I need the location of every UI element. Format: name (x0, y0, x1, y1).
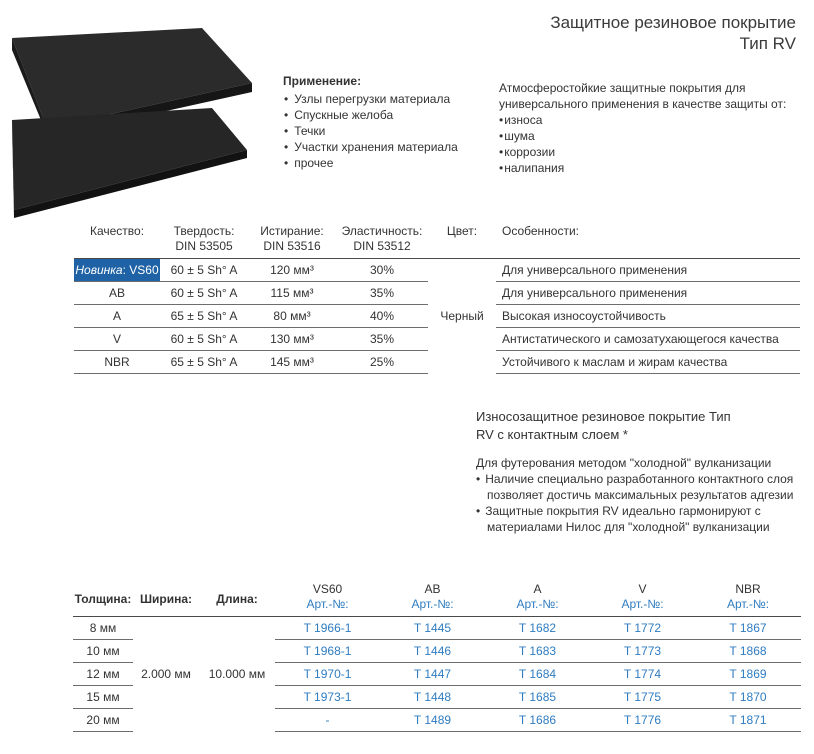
elasticity-header: Эластичность: DIN 53512 (336, 224, 428, 259)
abrasion-cell: 115 мм³ (248, 282, 336, 305)
thickness-cell: 15 мм (73, 686, 133, 709)
quality-cell: V (74, 328, 160, 351)
article-code: T 1871 (695, 709, 801, 732)
article-code: T 1776 (590, 709, 695, 732)
contact-description (476, 455, 806, 535)
hardness-cell: 65 ± 5 Sh° A (160, 305, 248, 328)
features-header: Особенности: (496, 224, 800, 259)
article-code: T 1682 (485, 617, 590, 640)
quality-header: Качество: (74, 224, 160, 259)
article-code: T 1446 (380, 640, 485, 663)
application-item: • Течки (284, 123, 458, 139)
article-code: T 1445 (380, 617, 485, 640)
application-item: • прочее (284, 155, 458, 171)
title-line-2: Тип RV (739, 34, 796, 53)
article-code: T 1773 (590, 640, 695, 663)
quality-header-row (74, 224, 800, 259)
article-code: T 1870 (695, 686, 801, 709)
elasticity-cell: 35% (336, 328, 428, 351)
contact-item: • Защитные покрытия RV идеально гармонируют с материалами Нилос для "холодной" вулканизации (476, 503, 806, 535)
width-header: Ширина: (133, 582, 199, 617)
feature-cell: Для универсального применения (496, 282, 800, 305)
application-title: Применение: (283, 74, 362, 88)
quality-table (74, 224, 800, 374)
product-header-row (73, 582, 801, 617)
description-item: • налипания (499, 160, 799, 176)
grade-header-v: V Арт.-№: (590, 582, 695, 617)
feature-cell: Антистатического и самозатухающегося качества (496, 328, 800, 351)
article-code: T 1447 (380, 663, 485, 686)
grade-header-nbr: NBR Арт.-№: (695, 582, 801, 617)
hardness-cell: 65 ± 5 Sh° A (160, 351, 248, 374)
description (499, 80, 799, 176)
contact-title-line-2: RV с контактным слоем * (476, 427, 628, 442)
abrasion-cell: 80 мм³ (248, 305, 336, 328)
table-row (74, 259, 800, 282)
hardness-cell: 60 ± 5 Sh° A (160, 259, 248, 282)
feature-cell: Устойчивого к маслам и жирам качества (496, 351, 800, 374)
article-code: - (275, 709, 380, 732)
length-cell: 10.000 мм (208, 667, 266, 682)
table-row (73, 617, 801, 640)
thickness-cell: 12 мм (73, 663, 133, 686)
elasticity-cell: 25% (336, 351, 428, 374)
contact-desc-text: Для футерования методом "холодной" вулканизации (476, 456, 772, 470)
new-quality-value: : VS60 (122, 263, 159, 277)
article-code: T 1869 (695, 663, 801, 686)
application-item: • Спускные желоба (284, 107, 458, 123)
description-text: Атмосферостойкие защитные покрытия для универсального применения в качестве защиты от: (499, 81, 787, 111)
new-label: Новинка (75, 263, 123, 277)
article-code: T 1489 (380, 709, 485, 732)
contact-item: • Наличие специально разработанного контактного слоя позволяет достичь максимальных результатов адгезии (476, 471, 806, 503)
feature-cell: Высокая износоустойчивость (496, 305, 800, 328)
abrasion-cell: 145 мм³ (248, 351, 336, 374)
quality-cell: NBR (74, 351, 160, 374)
width-cell: 2.000 мм (141, 667, 191, 682)
color-header: Цвет: (428, 224, 496, 259)
length-header: Длина: (199, 582, 275, 617)
description-item: • коррозии (499, 144, 799, 160)
hardness-header: Твердость: DIN 53505 (160, 224, 248, 259)
article-code: T 1868 (695, 640, 801, 663)
thickness-header: Толщина: (73, 582, 133, 617)
article-code: T 1966-1 (275, 617, 380, 640)
application-item: • Узлы перегрузки материала (284, 91, 458, 107)
article-code: T 1867 (695, 617, 801, 640)
grade-header-a: A Арт.-№: (485, 582, 590, 617)
grade-header-vs60: VS60 Арт.-№: (275, 582, 380, 617)
article-code: T 1448 (380, 686, 485, 709)
article-code: T 1685 (485, 686, 590, 709)
application-list (284, 91, 458, 171)
description-item: • износа (499, 112, 799, 128)
elasticity-cell: 35% (336, 282, 428, 305)
contact-list (476, 471, 806, 535)
hardness-cell: 60 ± 5 Sh° A (160, 282, 248, 305)
page-title (436, 12, 796, 54)
contact-title (476, 408, 796, 444)
rubber-sheets-image (12, 28, 252, 218)
description-list (499, 112, 799, 176)
elasticity-cell: 30% (336, 259, 428, 282)
quality-cell: A (74, 305, 160, 328)
article-code: T 1970-1 (275, 663, 380, 686)
abrasion-cell: 130 мм³ (248, 328, 336, 351)
article-code: T 1774 (590, 663, 695, 686)
new-quality-cell (74, 259, 160, 282)
quality-cell: AB (74, 282, 160, 305)
article-code: T 1775 (590, 686, 695, 709)
article-code: T 1973-1 (275, 686, 380, 709)
title-line-1: Защитное резиновое покрытие (550, 13, 796, 32)
article-code: T 1968-1 (275, 640, 380, 663)
elasticity-cell: 40% (336, 305, 428, 328)
abrasion-header: Истирание: DIN 53516 (248, 224, 336, 259)
thickness-cell: 8 мм (73, 617, 133, 640)
application-item: • Участки хранения материала (284, 139, 458, 155)
thickness-cell: 20 мм (73, 709, 133, 732)
feature-cell: Для универсального применения (496, 259, 800, 282)
thickness-cell: 10 мм (73, 640, 133, 663)
grade-header-ab: AB Арт.-№: (380, 582, 485, 617)
color-cell: Черный (440, 309, 484, 324)
description-item: • шума (499, 128, 799, 144)
article-code: T 1772 (590, 617, 695, 640)
article-code: T 1683 (485, 640, 590, 663)
article-code: T 1684 (485, 663, 590, 686)
product-table (73, 582, 801, 732)
article-code: T 1686 (485, 709, 590, 732)
hardness-cell: 60 ± 5 Sh° A (160, 328, 248, 351)
abrasion-cell: 120 мм³ (248, 259, 336, 282)
contact-title-line-1: Износозащитное резиновое покрытие Тип (476, 409, 731, 424)
